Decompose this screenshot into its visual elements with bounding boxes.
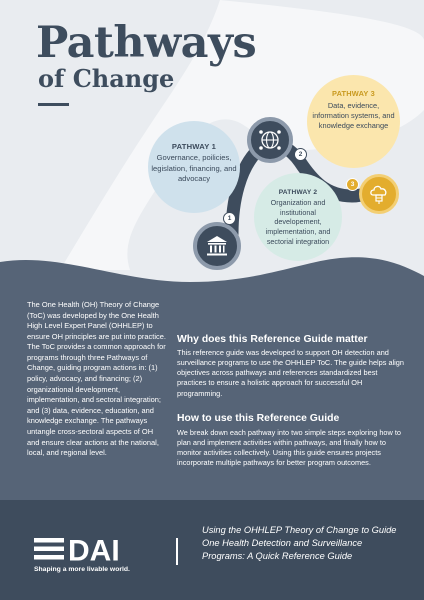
dai-logo [34,535,146,568]
dai-logo-mark [34,535,146,563]
pathway-1-description: Governance, poilicies, legislation, financing, and advocacy [151,153,237,184]
section-how-body: We break down each pathway into two simple steps exploring how to plan and implement activities within pathways, and finally how to monitor activities collectively. Using this guide ensures projects incorporate multiple pathways for better program outcomes. [177,428,401,468]
database-cloud-icon [368,183,390,205]
network-globe-icon [257,127,283,153]
section-how-heading: How to use this Reference Guide [177,413,340,424]
pathway-2-description: Organization and institutional developement, implementation, and sectorial integration [265,197,331,247]
pathway-1-heading: PATHWAY 1 [171,142,217,151]
pathway-1-circle [148,121,240,213]
pathway-2-heading: PATHWAY 2 [278,189,318,196]
pathway-3-circle [307,75,400,168]
pathway-3-description: Data, evidence, information systems, and knowledge exchange [312,100,395,130]
section-why-body: This reference guide was developed to support OH detection and surveillance programs to use the OHHLEP ToC. The guide helps align objectives across pathways and references standardized best practices to ensure a holistic approach for successful OH programming. [177,348,404,398]
pathway-1-node [193,222,241,270]
title-underline [38,103,69,106]
footer-guide-title: Using the OHHLEP Theory of Change to Guide One Health Detection and Surveillance Programs: A Quick Reference Guide [202,525,397,562]
pathway-2-node [247,117,293,163]
intro-paragraph: The One Health (OH) Theory of Change (ToC) was developed by the One Health High Level Expert Panel (OHHLEP) to ensure OH principles are put into practice. The ToC provides a common approach for programs through three Pathways of Change, guiding program actions in: (1) policy, advocacy, and financing; (2) organizational development, implementation, and sectoral integration; and (3) data, evidence, education, and knowledge exchange. The pathways untangle cross-sectoral aspects of OH and ensure clear actions at the national, local, and regional level. [27,300,166,458]
footer-divider [176,538,178,565]
section-why-heading: Why does this Reference Guide matter [177,334,368,345]
svg-text:DAI: DAI [68,535,120,563]
pathway-3-heading: PATHWAY 3 [331,89,375,98]
pathway-1-number-badge: 1 [223,212,236,225]
pathway-2-number-badge: 2 [294,148,307,161]
pathway-3-node [359,174,399,214]
page-title: Pathways [36,18,257,68]
footer-tagline: Shaping a more livable world. [34,566,130,573]
pathway-2-circle [254,173,342,261]
pathway-3-number-badge: 3 [346,178,359,191]
page-subtitle: of Change [38,64,175,93]
bank-building-icon [205,235,229,257]
